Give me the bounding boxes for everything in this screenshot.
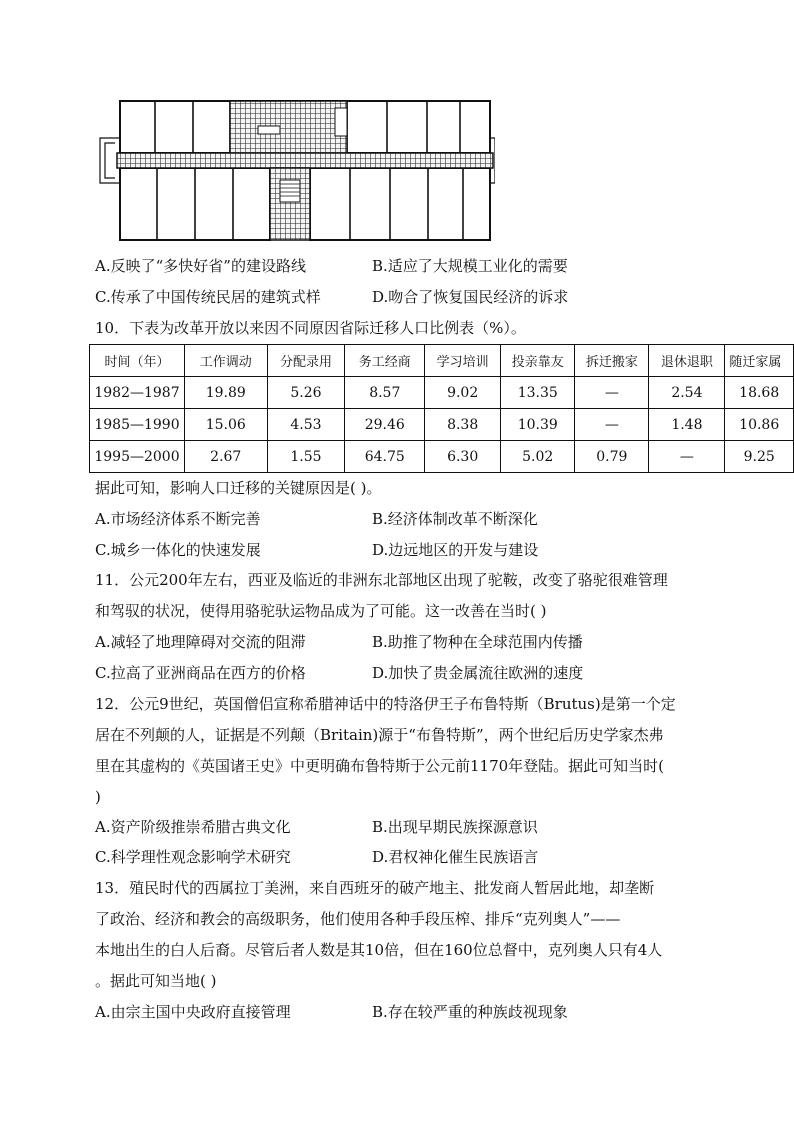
q9-option-b: B.适应了大规模工业化的需要 [372,257,568,275]
q10-option-a: A.市场经济体系不断完善 [95,510,261,528]
table-header-cell: 时间（年） [90,345,185,377]
table-cell: 4.53 [267,409,345,441]
table-cell: 1995—2000 [90,441,185,473]
table-cell: 0.79 [575,441,649,473]
q11-option-d: D.加快了贵金属流往欧洲的速度 [372,664,584,682]
q13-option-b: B.存在较严重的种族歧视现象 [372,1003,568,1021]
table-row [90,377,794,409]
table-cell: 6.30 [425,441,501,473]
table-header-cell: 工作调动 [184,345,267,377]
migration-table [89,344,794,473]
table-cell: — [649,441,725,473]
table-cell: 13.35 [501,377,575,409]
table-header-cell: 学习培训 [425,345,501,377]
q12-option-d: D.君权神化催生民族语言 [372,848,539,866]
table-cell: 1.48 [649,409,725,441]
q12-stem-line2: 居在不列颠的人，证据是不列颠（Britain)源于“布鲁特斯”，两个世纪后历史学家杰弗 [95,726,664,744]
q9-option-d: D.吻合了恢复国民经济的诉求 [372,288,569,306]
q10-question: 据此可知，影响人口迁移的关键原因是( )。 [95,479,382,497]
table-cell: 64.75 [345,441,425,473]
q11-option-b: B.助推了物种在全球范围内传播 [372,633,583,651]
table-cell: 10.86 [725,409,794,441]
table-cell: 18.68 [725,377,794,409]
q11-stem-line1: 11．公元200年左右，西亚及临近的非洲东北部地区出现了驼鞍，改变了骆驼很难管理 [95,571,668,589]
table-row [90,409,794,441]
q11-stem-line2: 和驾驭的状况，使得用骆驼驮运物品成为了可能。这一改善在当时( ) [95,602,547,620]
q13-option-a: A.由宗主国中央政府直接管理 [95,1003,291,1021]
table-cell: 29.46 [345,409,425,441]
table-header-row [90,345,794,377]
q9-option-a: A.反映了“多快好省”的建设路线 [95,257,306,275]
q10-option-c: C.城乡一体化的快速发展 [95,541,261,559]
table-cell: 10.39 [501,409,575,441]
q12-stem-line4: ) [95,788,101,806]
q11-option-c: C.拉高了亚洲商品在西方的价格 [95,664,306,682]
q12-stem-line3: 里在其虚构的《英国诸王史》中更明确布鲁特斯于公元前1170年登陆。据此可知当时( [95,757,665,775]
table-cell: 15.06 [184,409,267,441]
q13-stem-line2: 了政治、经济和教会的高级职务，他们使用各种手段压榨、排斥“克列奥人”—— [95,910,621,928]
table-header-cell: 退休退职 [649,345,725,377]
q12-option-b: B.出现早期民族探源意识 [372,818,538,836]
q13-stem-line3: 本地出生的白人后裔。尽管后者人数是其10倍，但在160位总督中，克列奥人只有4人 [95,941,663,959]
table-cell: — [575,409,649,441]
q12-option-c: C.科学理性观念影响学术研究 [95,848,291,866]
table-cell: 1.55 [267,441,345,473]
table-header-cell: 随迁家属 [725,345,794,377]
table-cell: 8.57 [345,377,425,409]
q12-stem-line1: 12．公元9世纪，英国僧侣宣称希腊神话中的特洛伊王子布鲁特斯（Brutus)是第一个定 [95,695,676,713]
table-cell: 1982—1987 [90,377,185,409]
q13-stem-line1: 13．殖民时代的西属拉丁美洲，来自西班牙的破产地主、批发商人暂居此地，却垄断 [95,879,655,897]
q10-stem: 10．下表为改革开放以来因不同原因省际迁移人口比例表（%）。 [95,319,526,337]
table-cell: 9.25 [725,441,794,473]
building-floor-plan-figure [95,98,495,243]
table-cell: 2.67 [184,441,267,473]
table-row [90,441,794,473]
q10-option-d: D.边远地区的开发与建设 [372,541,539,559]
table-cell: 5.02 [501,441,575,473]
table-header-cell: 分配录用 [267,345,345,377]
q10-option-b: B.经济体制改革不断深化 [372,510,538,528]
table-cell: 2.54 [649,377,725,409]
q11-option-a: A.减轻了地理障碍对交流的阻滞 [95,633,306,651]
table-cell: 1985—1990 [90,409,185,441]
q9-option-c: C.传承了中国传统民居的建筑式样 [95,288,321,306]
table-header-cell: 拆迁搬家 [575,345,649,377]
table-cell: — [575,377,649,409]
table-header-cell: 投亲靠友 [501,345,575,377]
q13-stem-line4: 。据此可知当地( ) [95,972,217,990]
q12-option-a: A.资产阶级推崇希腊古典文化 [95,818,291,836]
table-cell: 9.02 [425,377,501,409]
table-cell: 19.89 [184,377,267,409]
table-cell: 8.38 [425,409,501,441]
table-header-cell: 务工经商 [345,345,425,377]
table-cell: 5.26 [267,377,345,409]
